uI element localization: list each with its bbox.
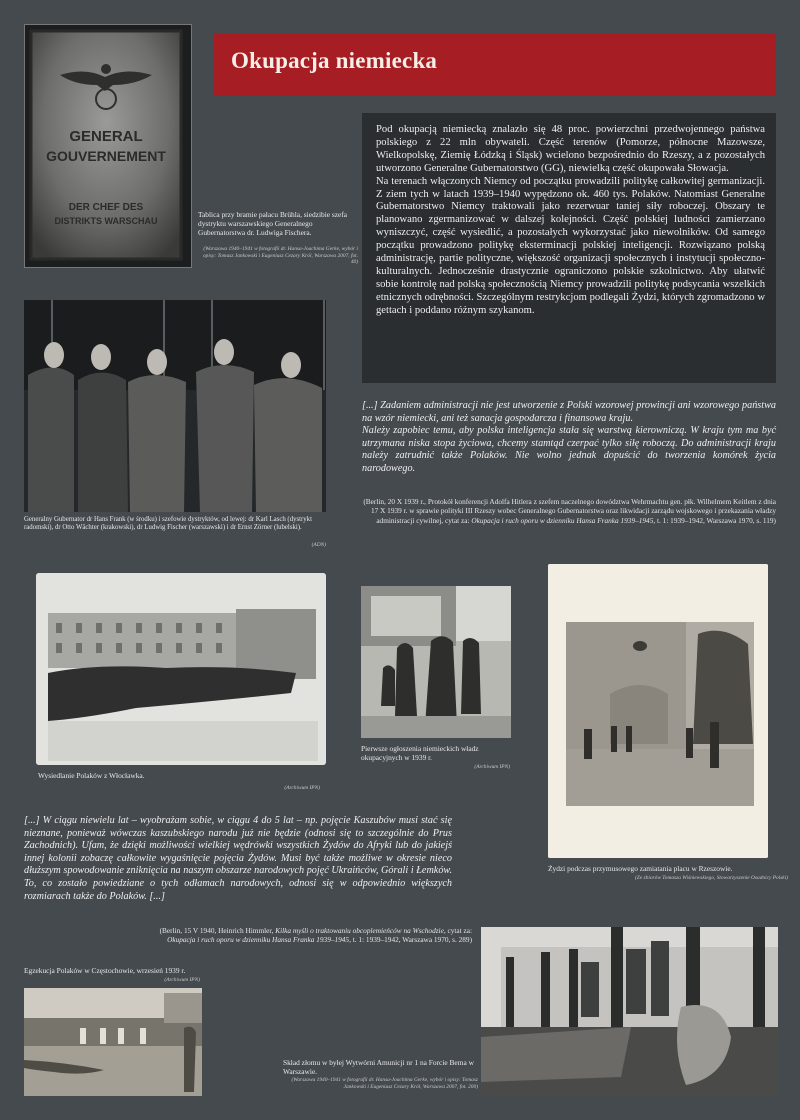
page-title: Okupacja niemiecka <box>231 48 438 73</box>
source-announcements: (Archiwum IPN) <box>474 764 510 770</box>
citation-hitler-book: Okupacja i ruch oporu w dzienniku Hansa Franka 1939–1945 <box>471 515 654 525</box>
citation-himmler-mid-tail: , cytat za: <box>443 926 472 935</box>
source-scrap-yard: (Warszawa 1940–1941 w fotografii dr. Hansa-Joachima Gerke, wybór i opisy: Tomasz Jankowski i Eugeniusz Cezary Król, Warszawa 2007, fot. 200) <box>291 1077 478 1090</box>
caption-execution: Egzekucja Polaków w Częstochowie, wrzesień 1939 r. <box>24 966 186 975</box>
caption-governors: Generalny Gubernator dr Hans Frank (w środku) i szefowie dystryktów, od lewej: dr Karl Lasch (dystrykt radomski), dr Otto Wächter (krakowski), dr Ludwig Fischer (warszawski) i dr Ernst Zörner (lubelski). <box>24 516 312 532</box>
source-governors: (ADN) <box>311 542 326 548</box>
caption-plaque: Tablica przy bramie pałacu Brühla, siedzibie szefa dystryktu warszawskiego Generalnego Gubernatorstwa dr. Ludwiga Fischera. <box>198 210 348 237</box>
plaque-line-3: DER CHEF DES <box>68 202 144 213</box>
plaque-line-2: GOUVERNEMENT <box>46 148 166 164</box>
plaque-image <box>25 25 191 267</box>
citation-hitler <box>362 497 776 525</box>
main-text: Pod okupacją niemiecką znalazło się 48 proc. powierzchni przedwojennego państwa polskiego z 22 mln obywateli. Część terenów (Pomorze, północne Mazowsze, Wielkopolskę, Ziemię Łódzką i Śląsk) wcielono bezpośrednio do Rzeszy, a z pozostałych utworzono Generalne Gubernatorstwo (GG), niewielką część okupowała Słowacja. Na terenach włączonych Niemcy od początku prowadzili politykę całkowitej germanizacji. Z ziem tych w latach 1939–1940 wypędzono ok. 460 tys. Polaków. Natomiast Generalne Gubernatorstwo Niemcy traktowali jako rezerwuar taniej siły roboczej. Obszary te planowano zgermanizować w dalszej kolejności. Część polskiej ludności zamierzano wyniszczyć, część wysiedlić, a pozostałych wykorzystać jako niewolników. Od samego początku prowadzono politykę eksterminacji polskiej inteligencji. Rozwiązano polską administrację, partie polityczne, większość organizacji społecznych i instytucji społeczno-kulturalnych. Jednocześnie drastycznie ograniczono polskie szkolnictwo. Aby ułatwić sobie kontrolę nad polską społecznością Niemcy prowadzili politykę podsycania wszelkich etnicznych odrębności. Szczególnym restrykcjom podlegali Żydzi, których zgromadzono w gettach i poddano różnym szykanom. <box>376 124 765 316</box>
plaque-line-4: DISTRIKTS WARSCHAU <box>54 216 158 226</box>
caption-announcements: Pierwsze ogłoszenia niemieckich władz okupacyjnych w 1939 r. <box>361 744 479 762</box>
caption-scrap-yard: Skład złomu w byłej Wytwórni Amunicji nr 1 na Forcie Bema w Warszawie. <box>283 1058 474 1076</box>
citation-himmler <box>24 926 472 945</box>
quote-himmler: [...] W ciągu niewielu lat – wyobrażam sobie, w ciągu 4 do 5 lat – np. pojęcie Kaszubów musi stać się nieznane, ponieważ wówczas kaszubskiego narodu już nie będzie (odnosi się to szczególnie do Prus Zachodnich). Ufam, że dzięki możliwości wielkiej wędrówki wszystkich Żydów do Afryki lub do jakiejś innej kolonii zobaczę całkowite wygaśnięcie pojęcia Żydów. Musi być także możliwe w okresie nieco dłuższym spowodowanie zniknięcia na naszym obszarze narodowych pojęć Ukraińców, Górali i Łemków. To, co zostało powiedziane o tych odłamach narodowych, odnosi się w odpowiednio większych rozmiarach także do Polaków. [...] <box>24 815 452 902</box>
citation-himmler-title: Kilka myśli o traktowaniu obcoplemieńców na Wschodzie <box>275 926 444 935</box>
citation-hitler-tail: , t. 1: 1939–1942, Warszawa 1970, s. 119) <box>653 515 776 525</box>
execution-image <box>24 988 202 1096</box>
photo-scrap-yard-fort-bema <box>481 927 778 1095</box>
source-execution: (Archiwum IPN) <box>164 977 200 983</box>
deportation-image <box>36 573 326 765</box>
photo-announcements-1939 <box>361 586 511 738</box>
title-banner <box>214 33 776 96</box>
caption-deportation: Wysiedlanie Polaków z Włocławka. <box>38 771 145 780</box>
source-plaque: (Warszawa 1940–1941 w fotografii dr. Hansa-Joachima Gerke, wybór i opisy: Tomasz Jankowski i Eugeniusz Cezary Król, Warszawa 2007, fot. 40) <box>202 246 358 266</box>
scrap-yard-image <box>481 927 778 1095</box>
announcements-image <box>361 586 511 738</box>
plaque-line-1: GENERAL <box>69 128 143 145</box>
photo-rzeszow-sweeping <box>548 564 768 858</box>
source-deportation: (Archiwum IPN) <box>284 785 320 791</box>
photo-governors-group <box>24 300 326 512</box>
citation-hitler-text: (Berlin, 20 X 1939 r., Protokół konferencji Adolfa Hitlera z szefem naczelnego dowództwa Wehrmachtu gen. płk. Wilhelmem Keitlem z dnia 17 X 1939 r. w sprawie polityki III Rzeszy wobec Generalnego Gubernatorstwa oraz likwidacji zarządu wojskowego i przekazania władzy administracji cywilnej, cytat za: <box>363 497 776 525</box>
citation-himmler-book: Okupacja i ruch oporu w dzienniku Hansa Franka 1939–1945 <box>167 935 350 945</box>
rzeszow-image <box>548 564 768 858</box>
citation-himmler-text: (Berlin, 15 V 1940, Heinrich Himmler, <box>159 926 274 935</box>
photo-execution-czestochowa <box>24 988 202 1096</box>
main-text-box <box>362 113 776 383</box>
source-rzeszow: (Ze zbiorów Tomasza Wiśniewskiego, Stowarzyszenie Osadnicy Polski) <box>635 875 788 881</box>
photo-deportation-wloclawek <box>36 573 326 765</box>
quote-hitler: [...] Zadaniem administracji nie jest utworzenie z Polski wzorowej prowincji ani wzorowego państwa na wzór niemiecki, ani też sanacja gospodarcza i finansowa kraju. Należy zapobiec temu, aby polska inteligencja stała się warstwą kierowniczą. W kraju tym ma być utrzymana niska stopa życiowa, chcemy stamtąd czerpać tylko siłę roboczą. Do administracji kraju należy zatrudnić także Polaków. Nie wolno jednak dopuścić do tworzenia komórek życia narodowego. <box>362 400 776 474</box>
citation-himmler-tail: , t. 1: 1939–1942, Warszawa 1970, s. 289) <box>349 935 472 945</box>
photo-general-gouvernement-plaque <box>24 24 192 268</box>
governors-group-image <box>24 300 326 512</box>
caption-rzeszow: Żydzi podczas przymusowego zamiatania placu w Rzeszowie. <box>548 864 733 873</box>
